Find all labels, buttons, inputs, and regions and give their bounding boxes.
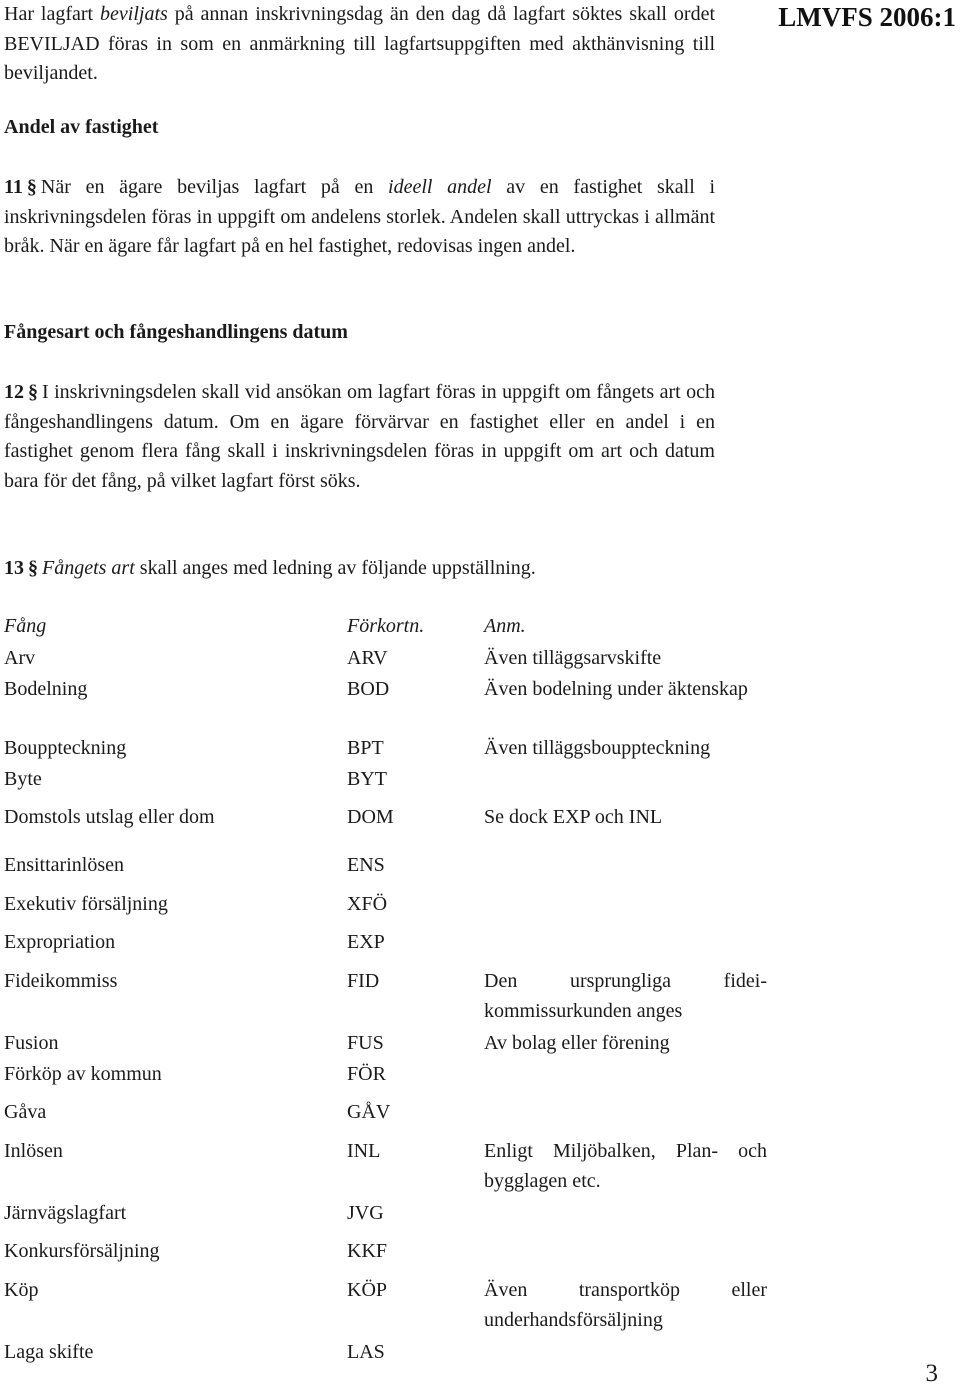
table-header-fang: Fång — [4, 615, 47, 637]
paragraph-13: 13 § Fångets art skall anges med ledning av följande uppställning. — [4, 557, 536, 579]
emphasis-beviljats: beviljats — [100, 3, 168, 25]
table-header-note: Anm. — [484, 615, 526, 637]
paragraph-11: 11 § När en ägare beviljas lagfart på en ideell andel av en fastighet skall i inskrivningsdelen föras in uppgift om andelens storlek. Andelen skall uttryckas i allmänt bråk. När en ägare får lagfart på en hel fastighet, redovisas ingen andel. — [4, 176, 716, 257]
page-number: 3 — [925, 1360, 938, 1387]
document-page: LMVFS 2006:1 Har lagfart beviljats på annan inskrivningsdag än den dag då lagfart söktes skall ordet BEVILJAD föras in som en anmärkning till lagfartsuppgiften med akthänvisning till beviljandet. Andel av fastighet 11 § När en ägare beviljas lagfart på en ideell andel av en fastighet skall i inskrivningsdelen föras in uppgift om andelens storlek. Andelen skall uttryckas i allmänt bråk. När en ägare får lagfart på en hel fastighet, redovisas ingen andel. Fångesart och fångeshandlingens datum 12 § I inskrivningsdelen skall vid ansökan om lagfart föras in uppgift om fångets art och fångeshandlingens datum. Om en ägare förvärvar en fastighet eller en andel i en fastighet genom flera fång skall i inskrivningsdelen föras in uppgift om art och datum bara för det fång, på vilket lagfart först söks. 13 § Fångets art skall anges med ledning av följande uppställning. Fång Förkortn. Anm. Arv ARV Även tilläggsarvskifte Bodelning BOD Även bodelning under äktenskap Bouppteckning BPT Även tilläggsbouppteckning Byte BYT Domstols utslag eller dom DOM Se dock EXP och INL Ensittarinlösen ENS Exekutiv försäljning XFÖ Expropriation EXP Fideikommiss FID Den ursprungliga fidei-kommissurkunden anges Fusion FUS Av bolag eller förening Förköp av kommun FÖR Gåva GÅV Inlösen INL Enligt Miljöbalken, Plan- och bygglagen etc. Järnvägslagfart JVG Konkursförsäljning KKF Köp KÖP Även transportköp eller underhandsförsäljning Laga skifte LAS 3 — [4, 2, 956, 1387]
document-code: LMVFS 2006:1 — [778, 2, 956, 32]
paragraph-12: 12 § I inskrivningsdelen skall vid ansökan om lagfart föras in uppgift om fångets art och fångeshandlingens datum. Om en ägare förvärvar en fastighet eller en andel i en fastighet genom flera fång skall i inskrivningsdelen föras in uppgift om art och datum bara för det fång, på vilket lagfart först söks. — [4, 381, 715, 492]
table-header-abbr: Förkortn. — [347, 615, 425, 637]
section-sign: § — [26, 176, 37, 198]
heading-fangesart: Fångesart och fångeshandlingens datum — [4, 321, 348, 343]
heading-andel: Andel av fastighet — [4, 116, 159, 138]
section-sign: § — [28, 557, 38, 579]
section-sign: § — [28, 381, 38, 403]
intro-paragraph: Har lagfart beviljats på annan inskrivningsdag än den dag då lagfart söktes skall ordet BEVILJAD föras in som en anmärkning till lagfartsuppgiften med akthänvisning till beviljandet. — [4, 3, 715, 84]
